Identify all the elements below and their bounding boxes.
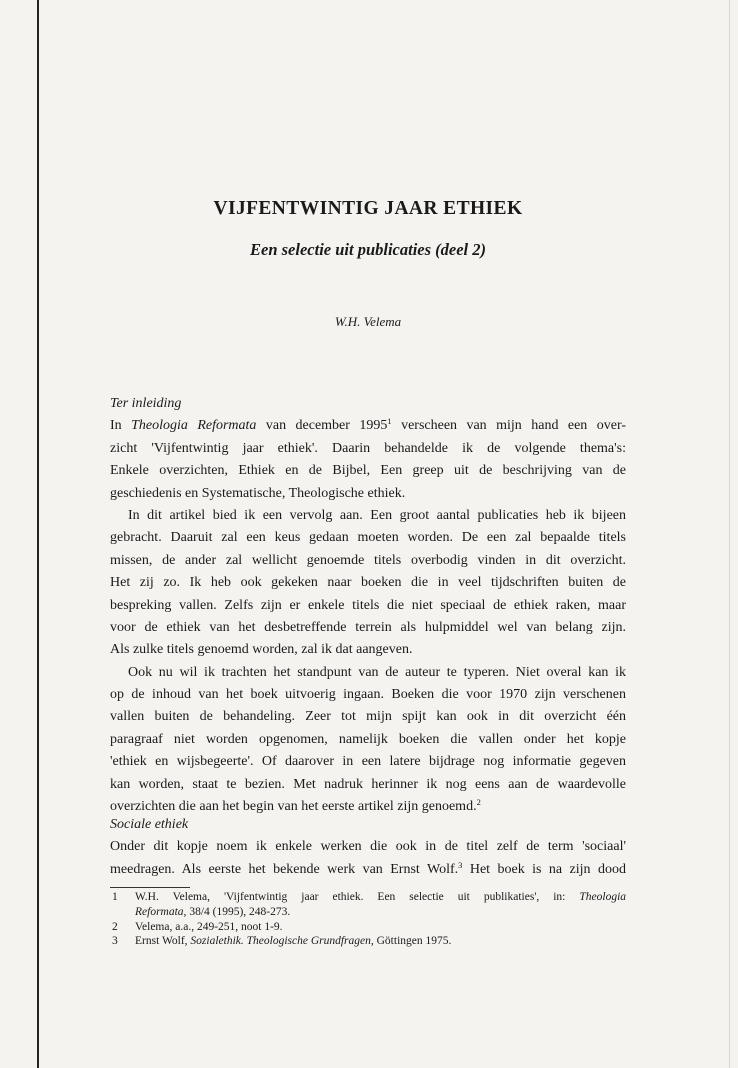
scan-page-edge: [729, 0, 730, 1068]
footnote-text: W.H. Velema, 'Vijfentwintig jaar ethiek. Een selectie uit publikaties', in: Theologia: [135, 891, 627, 903]
article-author: W.H. Velema: [334, 314, 402, 329]
text-line: zicht 'Vijfentwintig jaar ethiek'. Daarin behandelde ik de volgende thema's:: [110, 440, 626, 456]
footnote-number: 3: [112, 935, 118, 948]
text-line: voor de ethiek van het desbetreffende terrein als hulpmiddel wel van belang zijn.: [110, 619, 626, 635]
article-subtitle: Een selectie uit publicaties (deel 2): [250, 240, 486, 259]
footnote-ref-2: 2: [476, 797, 481, 808]
text-line: 'ethiek en wijsbegeerte'. Of daarover in een latere bijdrage nog informatie gegeven: [110, 754, 626, 770]
text-line: Enkele overzichten, Ethiek en de Bijbel, Een greep uit de beschrijving van de: [110, 463, 626, 479]
paragraph-1: [110, 415, 626, 505]
footnote-1: [110, 890, 626, 920]
text-line: kan worden, staat te bezien. Met nadruk herinner ik nog eens aan de waardevolle: [110, 776, 626, 792]
article-title: VIJFENTWINTIG JAAR ETHIEK: [213, 198, 523, 219]
footnote-number: 2: [112, 920, 118, 933]
text-line: Onder dit kopje noem ik enkele werken die ook in de titel zelf de term 'sociaal': [110, 839, 626, 855]
text-line: paragraaf niet worden opgenomen, namelijk boeken die vallen onder het kopje: [110, 731, 626, 747]
text-line: Als zulke titels genoemd worden, zal ik dat aangeven.: [110, 642, 413, 658]
footnote-3: [110, 934, 626, 949]
footnotes: [110, 890, 626, 949]
text-line: geschiedenis en Systematische, Theologische ethiek.: [110, 485, 406, 501]
text-line: Ook nu wil ik trachten het standpunt van de auteur te typeren. Niet overal kan ik: [128, 664, 626, 680]
section-social-ethics: [110, 814, 626, 881]
paragraph-3: [110, 662, 626, 819]
paragraph-2: [110, 505, 626, 662]
footnote-text: Ernst Wolf, Sozialethik. Theologische Grundfragen, Göttingen 1975.: [135, 935, 452, 948]
text-line: gebracht. Daaruit zal een keus gedaan moeten worden. De een zal bepaalde titels: [110, 530, 626, 546]
section-introduction: [110, 393, 626, 818]
section-heading-social-ethics: Sociale ethiek: [110, 817, 189, 832]
section-heading-introduction: Ter inleiding: [110, 396, 182, 411]
text-line: In dit artikel bied ik een vervolg aan. Een groot aantal publicaties heb ik bijeen: [128, 507, 626, 523]
text-line: vallen buiten de behandeling. Zeer tot mijn spijt kan ook in dit overzicht één: [110, 709, 626, 725]
footnote-ref-1: 1: [387, 416, 392, 427]
scan-binding-edge: [37, 0, 39, 1068]
footnote-divider: [110, 887, 190, 888]
text-line: meedragen. Als eerste het bekende werk van Ernst Wolf.$^3$ Het boek is na zijn dood: [110, 859, 626, 877]
footnote-number: 1: [112, 891, 118, 903]
text-line: overzichten die aan het begin van het eerste artikel zijn genoemd.$^2$: [110, 797, 481, 815]
text-line: Het zij zo. Ik heb ook gekeken naar boeken die in veel tijdschriften buiten de: [110, 575, 626, 591]
text-line: bespreking vallen. Zelfs zijn er enkele titels die niet speciaal de ethiek raken, maar: [110, 597, 626, 613]
text-line: op de inhoud van het boek uitvoerig ingaan. Boeken die voor 1970 zijn verschenen: [110, 687, 626, 703]
footnote-2: [110, 920, 626, 935]
text-line: In Theologia Reformata van december 1995$^1$ verscheen van mijn hand een over-: [110, 416, 626, 434]
text-line: missen, de ander zal wellicht genoemde titels overbodig vinden in dit overzicht.: [110, 552, 626, 568]
footnote-text: Reformata, 38/4 (1995), 248-273.: [135, 905, 291, 918]
footnote-ref-3: 3: [458, 859, 463, 870]
footnote-text: Velema, a.a., 249-251, noot 1-9.: [135, 920, 283, 933]
journal-name: Theologia Reformata: [131, 418, 257, 434]
